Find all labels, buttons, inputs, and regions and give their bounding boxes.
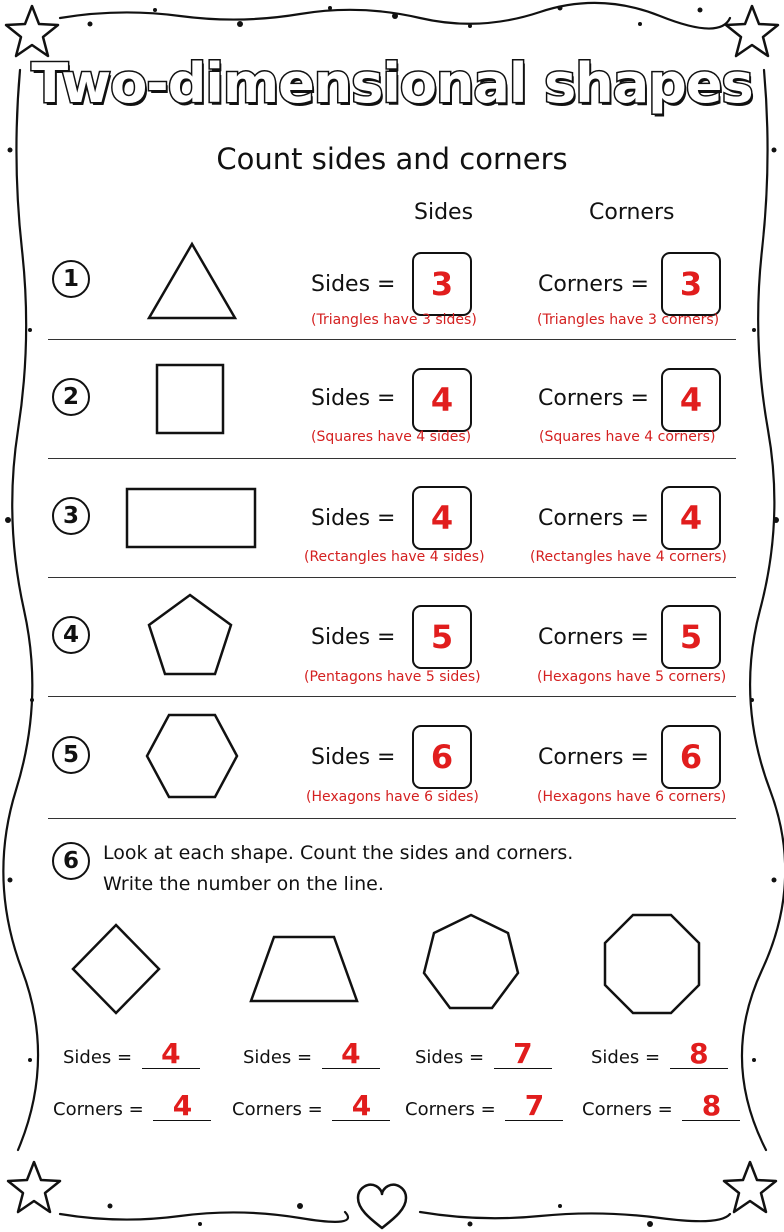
question-row-5 — [48, 712, 736, 812]
sides-answer-box[interactable]: 6 — [412, 725, 472, 789]
q6-item-1-corners — [53, 1089, 211, 1122]
corners-label: Corners = — [232, 1099, 323, 1120]
sides-label: Sides = — [311, 745, 396, 770]
corners-hint: (Hexagons have 5 corners) — [537, 669, 727, 685]
corners-label: Corners = — [538, 506, 649, 531]
column-header-corners: Corners — [589, 200, 675, 225]
corners-label: Corners = — [538, 625, 649, 650]
instruction-line-1: Look at each shape. Count the sides and corners. — [103, 842, 574, 864]
question-number-6: 6 — [52, 842, 90, 880]
sides-hint: (Rectangles have 4 sides) — [304, 549, 485, 565]
q6-item-2-corners — [232, 1089, 390, 1122]
question-row-1 — [48, 240, 736, 340]
corners-hint: (Squares have 4 corners) — [539, 429, 716, 445]
sides-label: Sides = — [311, 272, 396, 297]
q6-item-3-corners — [405, 1089, 563, 1122]
instruction-line-2: Write the number on the line. — [103, 873, 384, 895]
question-number: 3 — [52, 497, 90, 535]
row-divider — [48, 577, 736, 578]
corners-answer-box[interactable]: 3 — [661, 252, 721, 316]
sides-hint: (Squares have 4 sides) — [311, 429, 472, 445]
corners-answer-box[interactable]: 6 — [661, 725, 721, 789]
row-divider — [48, 818, 736, 819]
page-title: Two-dimensional shapes — [31, 52, 753, 115]
trapezoid-shape — [248, 934, 360, 1004]
octagon-shape — [602, 912, 702, 1016]
sides-label: Sides = — [415, 1047, 485, 1068]
sides-answer-box[interactable]: 3 — [412, 252, 472, 316]
corners-answer-line[interactable]: 4 — [153, 1092, 211, 1121]
sides-hint: (Hexagons have 6 sides) — [306, 789, 479, 805]
page-subtitle: Count sides and corners — [216, 142, 568, 176]
question-number: 4 — [52, 616, 90, 654]
q6-item-4-corners — [582, 1089, 740, 1122]
sides-answer-line[interactable]: 8 — [670, 1040, 728, 1069]
corners-answer-box[interactable]: 4 — [661, 486, 721, 550]
sides-answer-box[interactable]: 4 — [412, 486, 472, 550]
corners-label: Corners = — [538, 745, 649, 770]
corners-label: Corners = — [538, 386, 649, 411]
sides-label: Sides = — [591, 1047, 661, 1068]
corners-answer-line[interactable]: 8 — [682, 1092, 740, 1121]
sides-answer-box[interactable]: 4 — [412, 368, 472, 432]
question-row-3 — [48, 476, 736, 576]
question-number: 2 — [52, 378, 90, 416]
corners-label: Corners = — [538, 272, 649, 297]
q6-item-4-sides — [591, 1037, 728, 1070]
heptagon-shape — [420, 912, 522, 1014]
sides-label: Sides = — [243, 1047, 313, 1068]
question-row-4 — [48, 592, 736, 692]
sides-answer-line[interactable]: 7 — [494, 1040, 552, 1069]
sides-answer-box[interactable]: 5 — [412, 605, 472, 669]
pentagon-shape — [146, 592, 234, 678]
row-divider — [48, 696, 736, 697]
corners-hint: (Hexagons have 6 corners) — [537, 789, 727, 805]
sides-label: Sides = — [311, 625, 396, 650]
sides-answer-line[interactable]: 4 — [322, 1040, 380, 1069]
question-row-2 — [48, 356, 736, 456]
corners-label: Corners = — [405, 1099, 496, 1120]
sides-hint: (Triangles have 3 sides) — [311, 312, 477, 328]
q6-item-3-sides — [415, 1037, 552, 1070]
corners-hint: (Rectangles have 4 corners) — [530, 549, 727, 565]
q6-item-2-sides — [243, 1037, 380, 1070]
triangle-shape — [144, 240, 240, 324]
corners-answer-box[interactable]: 4 — [661, 368, 721, 432]
hexagon-shape — [144, 712, 240, 800]
sides-label: Sides = — [63, 1047, 133, 1068]
corners-hint: (Triangles have 3 corners) — [537, 312, 720, 328]
sides-hint: (Pentagons have 5 sides) — [304, 669, 481, 685]
corners-answer-line[interactable]: 4 — [332, 1092, 390, 1121]
corners-label: Corners = — [53, 1099, 144, 1120]
sides-label: Sides = — [311, 506, 396, 531]
row-divider — [48, 339, 736, 340]
sides-label: Sides = — [311, 386, 396, 411]
corners-answer-line[interactable]: 7 — [505, 1092, 563, 1121]
square-shape — [154, 362, 226, 436]
corners-label: Corners = — [582, 1099, 673, 1120]
column-header-sides: Sides — [414, 200, 474, 225]
rhombus-shape — [70, 922, 162, 1016]
q6-item-1-sides — [63, 1037, 200, 1070]
rectangle-shape — [124, 486, 258, 550]
row-divider — [48, 458, 736, 459]
question-number: 1 — [52, 260, 90, 298]
corners-answer-box[interactable]: 5 — [661, 605, 721, 669]
question-number: 5 — [52, 736, 90, 774]
sides-answer-line[interactable]: 4 — [142, 1040, 200, 1069]
